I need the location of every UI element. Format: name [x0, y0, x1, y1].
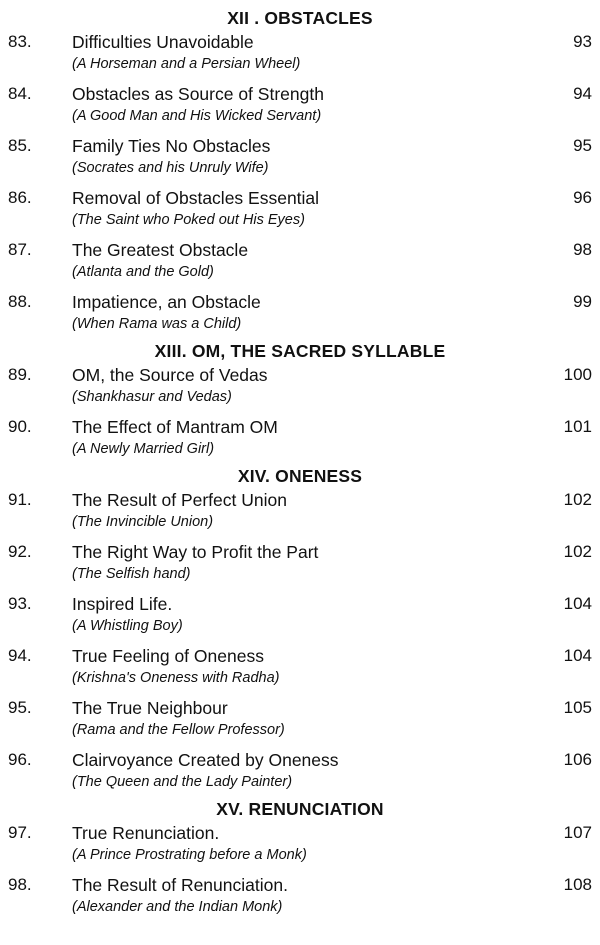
entry-number: 96. [8, 750, 32, 769]
entry-title: True Renunciation. [72, 823, 220, 843]
entry-page-number: 104 [563, 646, 592, 665]
entry-number: 85. [8, 136, 32, 155]
entry-subtitle: (When Rama was a Child) [72, 316, 242, 332]
entry-title: Difficulties Unavoidable [72, 32, 254, 52]
entry-number: 87. [8, 240, 32, 259]
entry-subtitle: (The Selfish hand) [72, 566, 191, 582]
toc-entry[interactable] [0, 747, 600, 799]
entry-number: 94. [8, 646, 32, 665]
toc-entry[interactable] [0, 362, 600, 414]
toc-entry[interactable] [0, 539, 600, 591]
section-renunciation [0, 799, 600, 924]
entry-title: Family Ties No Obstacles [72, 136, 271, 156]
entry-title: The Result of Perfect Union [72, 490, 287, 510]
toc-entry[interactable] [0, 185, 600, 237]
toc-entry[interactable] [0, 820, 600, 872]
toc-entry[interactable] [0, 591, 600, 643]
section-heading: XV. RENUNCIATION [216, 799, 384, 819]
entry-title: Inspired Life. [72, 594, 173, 614]
entry-number: 97. [8, 823, 32, 842]
entry-subtitle: (A Horseman and a Persian Wheel) [72, 56, 301, 72]
section-heading: XII . OBSTACLES [227, 8, 373, 28]
entry-title: The Result of Renunciation. [72, 875, 288, 895]
entry-title: Obstacles as Source of Strength [72, 84, 324, 104]
section-heading: XIII. OM, THE SACRED SYLLABLE [154, 341, 446, 361]
entry-page-number: 98 [573, 240, 592, 259]
entry-subtitle: (Alexander and the Indian Monk) [72, 899, 283, 915]
section-heading: XIV. ONENESS [237, 466, 363, 486]
toc-entry[interactable] [0, 81, 600, 133]
entry-subtitle: (Socrates and his Unruly Wife) [72, 160, 269, 176]
entry-page-number: 104 [563, 594, 592, 613]
toc-entry[interactable] [0, 237, 600, 289]
entry-page-number: 102 [563, 542, 592, 561]
entry-subtitle: (A Whistling Boy) [72, 618, 183, 634]
entry-number: 89. [8, 365, 32, 384]
entry-title: The Greatest Obstacle [72, 240, 249, 260]
entry-subtitle: (The Saint who Poked out His Eyes) [72, 212, 305, 228]
entry-page-number: 99 [573, 292, 592, 311]
entry-page-number: 100 [563, 365, 592, 384]
entry-number: 93. [8, 594, 32, 613]
entry-page-number: 95 [573, 136, 592, 155]
entry-subtitle: (Shankhasur and Vedas) [72, 389, 232, 405]
entry-title: OM, the Source of Vedas [72, 365, 268, 385]
entry-number: 98. [8, 875, 32, 894]
toc-entry[interactable] [0, 133, 600, 185]
entry-subtitle: (The Queen and the Lady Painter) [72, 774, 293, 790]
entry-number: 95. [8, 698, 32, 717]
toc-entry[interactable] [0, 289, 600, 341]
entry-page-number: 108 [563, 875, 592, 894]
entry-title: The True Neighbour [72, 698, 228, 718]
toc-entry[interactable] [0, 695, 600, 747]
section-obstacles [0, 8, 600, 341]
entry-number: 91. [8, 490, 32, 509]
entry-page-number: 93 [573, 32, 592, 51]
entry-page-number: 106 [563, 750, 592, 769]
section-om-sacred-syllable [0, 341, 600, 466]
entry-number: 83. [8, 32, 32, 51]
toc-entry[interactable] [0, 643, 600, 695]
entry-number: 92. [8, 542, 32, 561]
entry-title: The Right Way to Profit the Part [72, 542, 319, 562]
toc-entry[interactable] [0, 29, 600, 81]
entry-subtitle: (Krishna's Oneness with Radha) [72, 670, 280, 686]
entry-page-number: 107 [563, 823, 592, 842]
entry-title: True Feeling of Oneness [72, 646, 264, 666]
entry-subtitle: (The Invincible Union) [72, 514, 214, 530]
section-oneness [0, 466, 600, 799]
entry-page-number: 105 [563, 698, 592, 717]
entry-subtitle: (A Good Man and His Wicked Servant) [72, 108, 322, 124]
entry-subtitle: (A Prince Prostrating before a Monk) [72, 847, 307, 863]
entry-number: 88. [8, 292, 32, 311]
entry-title: Removal of Obstacles Essential [72, 188, 320, 208]
entry-page-number: 101 [563, 417, 592, 436]
entry-number: 90. [8, 417, 32, 436]
entry-number: 84. [8, 84, 32, 103]
entry-title: The Effect of Mantram OM [72, 417, 278, 437]
toc-entry[interactable] [0, 487, 600, 539]
entry-title: Impatience, an Obstacle [72, 292, 261, 312]
entry-subtitle: (A Newly Married Girl) [72, 441, 215, 457]
entry-number: 86. [8, 188, 32, 207]
entry-title: Clairvoyance Created by Oneness [72, 750, 339, 770]
entry-page-number: 94 [573, 84, 592, 103]
toc-entry[interactable] [0, 414, 600, 466]
entry-page-number: 96 [573, 188, 592, 207]
entry-page-number: 102 [563, 490, 592, 509]
toc-entry[interactable] [0, 872, 600, 924]
entry-subtitle: (Rama and the Fellow Professor) [72, 722, 285, 738]
entry-subtitle: (Atlanta and the Gold) [72, 264, 214, 280]
